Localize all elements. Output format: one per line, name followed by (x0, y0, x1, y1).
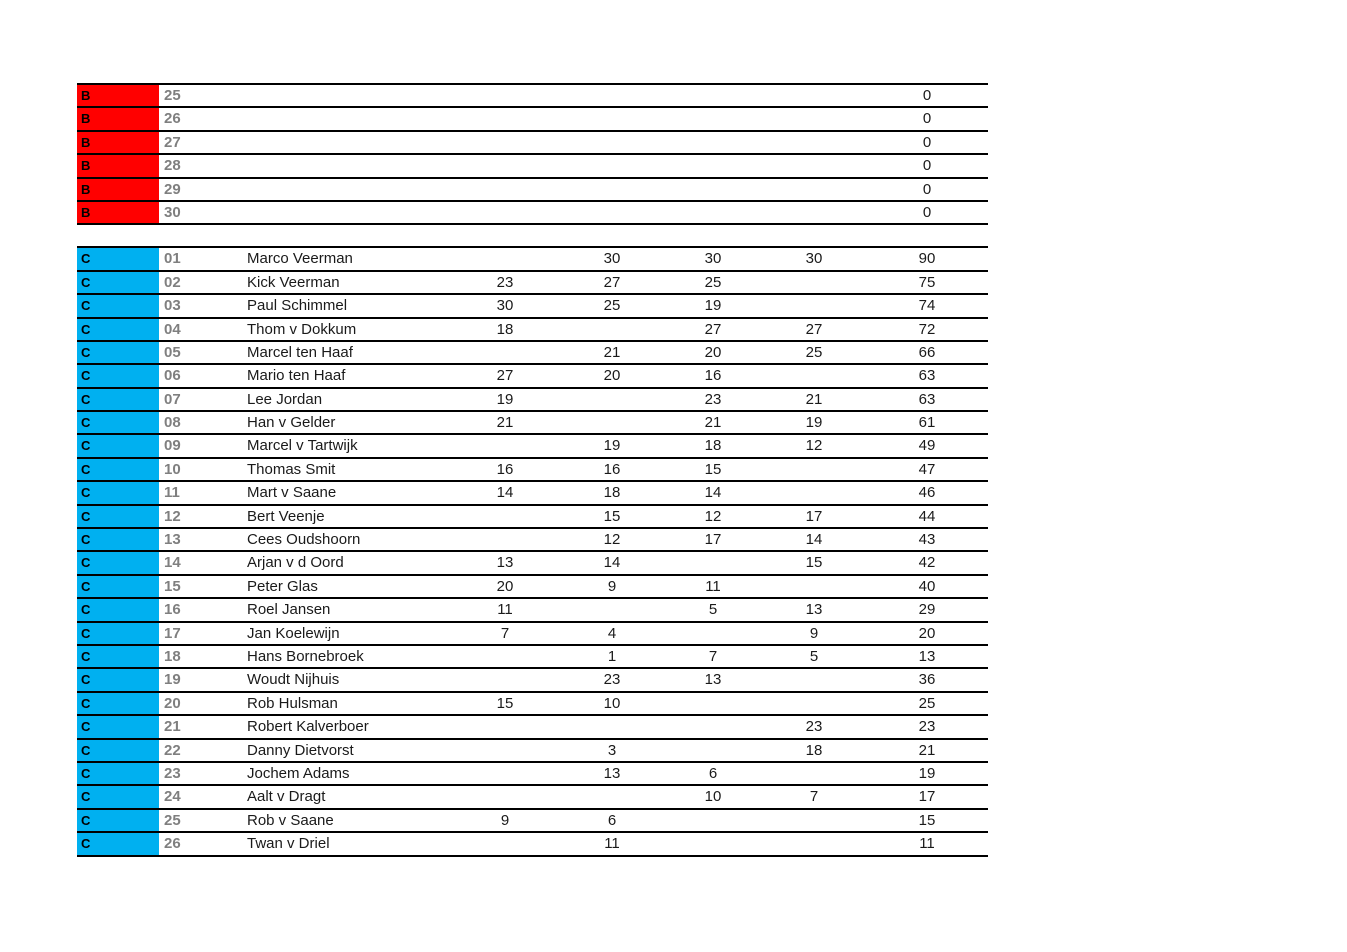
player-name-cell: Bert Veenje (247, 507, 325, 525)
score-2-cell: 3 (607, 741, 617, 759)
score-2-cell: 21 (603, 343, 621, 361)
category-cell: B (77, 85, 159, 106)
score-3-cell: 11 (705, 577, 721, 595)
category-cell: C (77, 435, 159, 456)
player-name-cell: Rob v Saane (247, 811, 334, 829)
player-name-cell: Twan v Driel (247, 835, 330, 853)
rank-number-cell: 09 (164, 437, 181, 455)
rank-number-cell: 18 (164, 647, 181, 665)
score-3-cell (693, 810, 733, 831)
score-1-cell: 19 (496, 390, 514, 408)
score-1-cell: 13 (496, 554, 514, 572)
score-2-cell (592, 179, 632, 200)
score-4-cell (794, 272, 834, 293)
score-4-cell (794, 295, 834, 316)
score-1-cell (485, 155, 525, 176)
table-row (77, 693, 988, 716)
table-row (77, 646, 988, 669)
category-cell: C (77, 272, 159, 293)
score-1-cell (485, 132, 525, 153)
score-2-cell: 10 (603, 694, 621, 712)
player-name-cell: Mart v Saane (247, 484, 337, 502)
score-4-cell: 7 (809, 788, 819, 806)
rank-number-cell: 28 (164, 157, 181, 175)
total-cell: 21 (918, 741, 936, 759)
rank-number-cell: 25 (164, 811, 181, 829)
category-cell: C (77, 552, 159, 573)
rank-number-cell: 01 (164, 250, 181, 268)
score-1-cell (485, 833, 525, 854)
rank-number-cell: 23 (164, 764, 181, 782)
player-name-cell: Danny Dietvorst (247, 741, 354, 759)
total-cell: 90 (918, 250, 936, 268)
score-1-cell: 21 (496, 414, 514, 432)
score-2-cell: 23 (603, 671, 621, 689)
player-name-cell: Roel Jansen (247, 601, 331, 619)
category-cell: C (77, 295, 159, 316)
table-row (77, 365, 988, 388)
score-4-cell (794, 482, 834, 503)
score-1-cell (485, 202, 525, 223)
score-1-cell (485, 763, 525, 784)
rank-number-cell: 11 (164, 484, 180, 502)
score-1-cell: 27 (496, 367, 514, 385)
table-row (77, 740, 988, 763)
total-cell: 74 (918, 297, 936, 315)
score-1-cell: 9 (500, 811, 510, 829)
player-name-cell: Arjan v d Oord (247, 554, 344, 572)
score-4-cell (794, 179, 834, 200)
player-name-cell: Mario ten Haaf (247, 367, 346, 385)
total-cell: 46 (918, 484, 936, 502)
total-cell: 25 (918, 694, 936, 712)
table-row (77, 319, 988, 342)
score-2-cell: 14 (603, 554, 621, 572)
score-2-cell (592, 132, 632, 153)
table-row (77, 132, 988, 155)
category-cell: C (77, 669, 159, 690)
table-row (77, 389, 988, 412)
rank-number-cell: 07 (164, 390, 181, 408)
score-1-cell: 7 (500, 624, 510, 642)
category-cell: C (77, 506, 159, 527)
rank-number-cell: 14 (164, 554, 181, 572)
category-cell: C (77, 576, 159, 597)
total-cell: 0 (922, 87, 932, 104)
score-3-cell (693, 85, 733, 106)
rank-number-cell: 08 (164, 414, 181, 432)
rank-number-cell: 19 (164, 671, 181, 689)
total-cell: 0 (922, 203, 932, 221)
score-2-cell: 19 (603, 437, 621, 455)
score-1-cell: 15 (496, 694, 514, 712)
score-3-cell: 23 (704, 390, 722, 408)
player-name-cell (247, 202, 477, 223)
score-1-cell (485, 716, 525, 737)
score-2-cell: 1 (607, 647, 617, 665)
score-1-cell (485, 669, 525, 690)
player-name-cell: Han v Gelder (247, 414, 336, 432)
score-3-cell (693, 202, 733, 223)
rank-number-cell: 10 (164, 460, 181, 478)
category-cell: C (77, 716, 159, 737)
rank-number-cell: 06 (164, 367, 181, 385)
score-4-cell: 23 (805, 718, 823, 736)
total-cell: 0 (922, 133, 932, 151)
total-cell: 13 (918, 647, 936, 665)
table-row (77, 529, 988, 552)
score-1-cell (485, 248, 525, 269)
score-3-cell: 7 (708, 647, 718, 665)
score-4-cell: 15 (805, 554, 823, 572)
total-cell: 49 (918, 437, 936, 455)
score-1-cell: 14 (496, 484, 514, 502)
category-cell: C (77, 623, 159, 644)
score-3-cell (693, 132, 733, 153)
player-name-cell: Cees Oudshoorn (247, 531, 361, 549)
score-4-cell (794, 669, 834, 690)
player-name-cell: Lee Jordan (247, 390, 323, 408)
score-1-cell (485, 529, 525, 550)
score-4-cell (794, 763, 834, 784)
category-cell: C (77, 763, 159, 784)
rank-number-cell: 05 (164, 343, 181, 361)
table-row (77, 202, 988, 225)
table-row (77, 295, 988, 318)
score-3-cell: 21 (704, 414, 722, 432)
score-3-cell: 5 (708, 601, 718, 619)
category-cell: C (77, 810, 159, 831)
total-cell: 0 (922, 180, 932, 198)
score-4-cell (794, 693, 834, 714)
rank-number-cell: 25 (164, 87, 181, 104)
standings-sheet (77, 83, 988, 857)
score-4-cell (794, 833, 834, 854)
category-cell: C (77, 342, 159, 363)
score-1-cell: 18 (496, 320, 514, 338)
score-4-cell: 5 (809, 647, 819, 665)
score-3-cell: 16 (704, 367, 722, 385)
category-cell: C (77, 459, 159, 480)
table-row (77, 108, 988, 131)
category-cell: C (77, 786, 159, 807)
score-4-cell (794, 459, 834, 480)
score-3-cell: 13 (704, 671, 722, 689)
score-4-cell: 18 (805, 741, 823, 759)
score-3-cell: 25 (704, 273, 722, 291)
score-2-cell (592, 389, 632, 410)
rank-number-cell: 15 (164, 577, 181, 595)
total-cell: 63 (918, 390, 936, 408)
player-name-cell: Rob Hulsman (247, 694, 338, 712)
score-3-cell: 19 (704, 297, 722, 315)
score-2-cell (592, 85, 632, 106)
player-name-cell: Thomas Smit (247, 460, 336, 478)
total-cell: 40 (918, 577, 936, 595)
rank-number-cell: 16 (164, 601, 181, 619)
score-3-cell (693, 716, 733, 737)
score-1-cell (485, 108, 525, 129)
table-row (77, 599, 988, 622)
group-b-table (77, 83, 988, 225)
score-1-cell (485, 179, 525, 200)
score-4-cell: 30 (805, 250, 823, 268)
score-1-cell (485, 342, 525, 363)
score-4-cell (794, 155, 834, 176)
total-cell: 63 (918, 367, 936, 385)
total-cell: 44 (918, 507, 936, 525)
player-name-cell (247, 179, 477, 200)
player-name-cell: Peter Glas (247, 577, 318, 595)
player-name-cell: Jochem Adams (247, 764, 350, 782)
total-cell: 47 (918, 460, 936, 478)
score-3-cell: 10 (704, 788, 722, 806)
total-cell: 19 (918, 764, 936, 782)
total-cell: 0 (922, 110, 932, 128)
score-3-cell (693, 740, 733, 761)
total-cell: 0 (922, 157, 932, 175)
rank-number-cell: 29 (164, 180, 181, 198)
score-3-cell: 18 (704, 437, 722, 455)
rank-number-cell: 12 (164, 507, 181, 525)
category-cell: B (77, 132, 159, 153)
score-2-cell: 18 (603, 484, 621, 502)
score-4-cell (794, 108, 834, 129)
table-row (77, 272, 988, 295)
score-4-cell: 12 (805, 437, 823, 455)
score-4-cell (794, 85, 834, 106)
score-1-cell (485, 646, 525, 667)
total-cell: 23 (918, 718, 936, 736)
rank-number-cell: 24 (164, 788, 181, 806)
score-4-cell (794, 365, 834, 386)
score-2-cell: 4 (607, 624, 617, 642)
rank-number-cell: 30 (164, 203, 181, 221)
rank-number-cell: 22 (164, 741, 181, 759)
score-2-cell (592, 599, 632, 620)
score-1-cell (485, 506, 525, 527)
player-name-cell: Paul Schimmel (247, 297, 348, 315)
table-row (77, 763, 988, 786)
player-name-cell (247, 108, 477, 129)
category-cell: C (77, 833, 159, 854)
rank-number-cell: 20 (164, 694, 181, 712)
player-name-cell (247, 132, 477, 153)
category-cell: C (77, 482, 159, 503)
category-cell: B (77, 202, 159, 223)
score-1-cell (485, 740, 525, 761)
category-cell: C (77, 412, 159, 433)
total-cell: 15 (918, 811, 936, 829)
category-cell: C (77, 599, 159, 620)
table-row (77, 506, 988, 529)
score-2-cell (592, 155, 632, 176)
rank-number-cell: 04 (164, 320, 181, 338)
score-3-cell: 12 (704, 507, 722, 525)
table-row (77, 435, 988, 458)
score-2-cell (592, 108, 632, 129)
score-2-cell: 6 (607, 811, 617, 829)
table-row (77, 669, 988, 692)
score-4-cell: 14 (805, 531, 823, 549)
score-3-cell (693, 833, 733, 854)
table-row (77, 482, 988, 505)
rank-number-cell: 17 (164, 624, 181, 642)
score-2-cell (592, 202, 632, 223)
score-3-cell: 6 (708, 764, 718, 782)
table-row (77, 623, 988, 646)
rank-number-cell: 03 (164, 297, 181, 315)
category-cell: C (77, 248, 159, 269)
player-name-cell: Jan Koelewijn (247, 624, 340, 642)
score-3-cell (693, 155, 733, 176)
score-4-cell: 27 (805, 320, 823, 338)
total-cell: 42 (918, 554, 936, 572)
total-cell: 43 (918, 531, 936, 549)
player-name-cell: Thom v Dokkum (247, 320, 357, 338)
score-4-cell (794, 810, 834, 831)
score-2-cell: 15 (603, 507, 621, 525)
group-c-table (77, 246, 988, 856)
total-cell: 36 (918, 671, 936, 689)
table-row (77, 833, 988, 856)
total-cell: 61 (918, 414, 936, 432)
total-cell: 17 (918, 788, 936, 806)
table-row (77, 576, 988, 599)
player-name-cell (247, 85, 477, 106)
score-4-cell: 19 (805, 414, 823, 432)
table-row (77, 552, 988, 575)
table-row (77, 810, 988, 833)
category-cell: B (77, 108, 159, 129)
score-3-cell (693, 623, 733, 644)
score-4-cell: 25 (805, 343, 823, 361)
score-2-cell (592, 412, 632, 433)
score-4-cell (794, 202, 834, 223)
rank-number-cell: 02 (164, 273, 181, 291)
total-cell: 72 (918, 320, 936, 338)
score-3-cell: 20 (704, 343, 722, 361)
score-1-cell (485, 435, 525, 456)
player-name-cell: Marcel ten Haaf (247, 343, 353, 361)
table-row (77, 786, 988, 809)
score-2-cell: 9 (607, 577, 617, 595)
score-3-cell: 17 (704, 531, 722, 549)
score-3-cell: 27 (704, 320, 722, 338)
total-cell: 29 (918, 601, 936, 619)
table-row (77, 412, 988, 435)
score-3-cell: 14 (704, 484, 722, 502)
player-name-cell (247, 155, 477, 176)
score-2-cell: 12 (603, 531, 621, 549)
score-2-cell: 27 (603, 273, 621, 291)
category-cell: B (77, 179, 159, 200)
rank-number-cell: 13 (164, 531, 181, 549)
rank-number-cell: 27 (164, 133, 181, 151)
player-name-cell: Marcel v Tartwijk (247, 437, 358, 455)
score-2-cell: 16 (603, 460, 621, 478)
score-2-cell (592, 786, 632, 807)
score-1-cell: 23 (496, 273, 514, 291)
score-4-cell: 21 (805, 390, 823, 408)
score-2-cell (592, 319, 632, 340)
player-name-cell: Kick Veerman (247, 273, 340, 291)
score-3-cell (693, 179, 733, 200)
score-1-cell: 30 (496, 297, 514, 315)
total-cell: 11 (919, 835, 935, 853)
player-name-cell: Aalt v Dragt (247, 788, 326, 806)
score-4-cell (794, 132, 834, 153)
score-2-cell: 20 (603, 367, 621, 385)
category-cell: C (77, 693, 159, 714)
table-row (77, 179, 988, 202)
score-3-cell (693, 552, 733, 573)
total-cell: 20 (918, 624, 936, 642)
score-4-cell (794, 576, 834, 597)
category-cell: C (77, 529, 159, 550)
score-2-cell: 11 (604, 835, 620, 853)
score-1-cell: 11 (497, 601, 513, 619)
player-name-cell: Hans Bornebroek (247, 647, 364, 665)
category-cell: C (77, 319, 159, 340)
category-cell: C (77, 740, 159, 761)
score-3-cell (693, 693, 733, 714)
table-row (77, 85, 988, 108)
category-cell: C (77, 389, 159, 410)
total-cell: 66 (918, 343, 936, 361)
score-2-cell: 30 (603, 250, 621, 268)
player-name-cell: Robert Kalverboer (247, 718, 369, 736)
score-1-cell (485, 85, 525, 106)
score-4-cell: 13 (805, 601, 823, 619)
rank-number-cell: 21 (164, 718, 181, 736)
score-2-cell: 25 (603, 297, 621, 315)
table-row (77, 155, 988, 178)
category-cell: C (77, 646, 159, 667)
rank-number-cell: 26 (164, 110, 181, 128)
table-row (77, 342, 988, 365)
score-3-cell (693, 108, 733, 129)
player-name-cell: Marco Veerman (247, 250, 353, 268)
table-row (77, 716, 988, 739)
category-cell: B (77, 155, 159, 176)
score-1-cell (485, 786, 525, 807)
score-1-cell: 16 (496, 460, 514, 478)
player-name-cell: Woudt Nijhuis (247, 671, 340, 689)
table-row (77, 459, 988, 482)
score-2-cell (592, 716, 632, 737)
rank-number-cell: 26 (164, 835, 181, 853)
score-4-cell: 17 (805, 507, 823, 525)
score-4-cell: 9 (809, 624, 819, 642)
total-cell: 75 (918, 273, 936, 291)
score-2-cell: 13 (603, 764, 621, 782)
score-3-cell: 15 (704, 460, 722, 478)
score-1-cell: 20 (496, 577, 514, 595)
score-3-cell: 30 (704, 250, 722, 268)
table-row (77, 248, 988, 271)
category-cell: C (77, 365, 159, 386)
